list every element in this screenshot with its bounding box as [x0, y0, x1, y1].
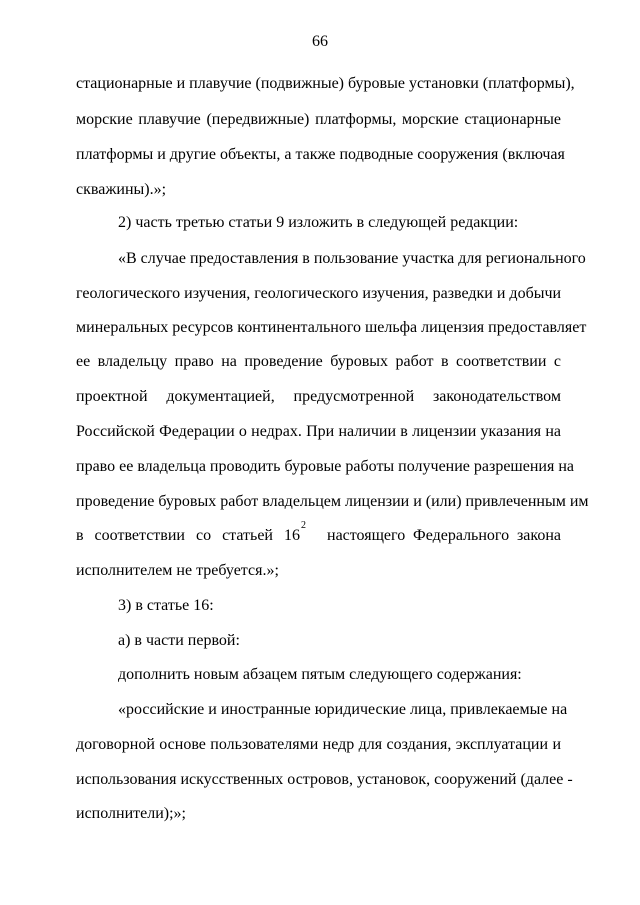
text-line: «российские и иностранные юридические лица, привлекаемые на: [118, 701, 568, 718]
text-line: проектной документацией, предусмотренной законодательством: [76, 388, 561, 405]
text-line: проведение буровых работ владельцем лицензии и (или) привлеченным им: [76, 493, 589, 510]
text-segment: настоящего Федерального закона: [327, 527, 561, 544]
text-line: а) в части первой:: [118, 632, 240, 649]
text-line: исполнителем не требуется.»;: [76, 562, 279, 579]
text-line: скважины).»;: [76, 181, 167, 198]
document-page: 66 стационарные и плавучие (подвижные) буровые установки (платформы), морские плавучие (передвижные) платформы, морские стационарные платформы и другие объекты, а также подводные сооружения (включая скважины).»; 2) часть третью статьи 9 изложить в следующей редакции: «В случае предоставления в пользование участка для регионального геологического изучения, геологического изучения, разведки и добычи минеральных ресурсов континентального шельфа лицензия предоставляет ее владельцу право на проведение буровых работ в соответствии с проектной документацией, предусмотренной законодательством Российской Федерации о недрах. При наличии в лицензии указания на право ее владельца проводить буровые работы получение разрешения на проведение буровых работ владельцем лицензии и (или) привлеченным им в соответствии со статьей 16 2 настоящего Федерального закона исполнителем не требуется.»; 3) в статье 16: а) в части первой: дополнить новым абзацем пятым следующего содержания: «российские и иностранные юридические лица, привлекаемые на договорной основе пользователями недр для создания, эксплуатации и использования искусственных островов, установок, сооружений (далее - исполнители);»;: [0, 0, 640, 905]
text-line: стационарные и плавучие (подвижные) буровые установки (платформы),: [76, 75, 575, 92]
text-line: дополнить новым абзацем пятым следующего содержания:: [118, 666, 522, 683]
text-line: «В случае предоставления в пользование участка для регионального: [118, 250, 586, 267]
text-line: минеральных ресурсов континентального шельфа лицензия предоставляет: [76, 319, 587, 336]
text-line: ее владельцу право на проведение буровых работ в соответствии с: [76, 353, 561, 370]
text-line: использования искусственных островов, установок, сооружений (далее -: [76, 771, 573, 788]
text-line: 3) в статье 16:: [118, 597, 214, 614]
text-line: платформы и другие объекты, а также подводные сооружения (включая: [76, 146, 565, 163]
text-line: Российской Федерации о недрах. При наличии в лицензии указания на: [76, 423, 561, 440]
text-line: договорной основе пользователями недр для создания, эксплуатации и: [76, 736, 561, 753]
text-segment: в соответствии со статьей 16: [76, 527, 300, 544]
text-line: 2) часть третью статьи 9 изложить в следующей редакции:: [118, 214, 519, 231]
text-line: исполнители);»;: [76, 805, 186, 822]
text-line: морские плавучие (передвижные) платформы, морские стационарные: [76, 111, 561, 128]
text-line: геологического изучения, геологического изучения, разведки и добычи: [76, 285, 562, 302]
page-number: 66: [312, 33, 328, 50]
text-line: право ее владельца проводить буровые работы получение разрешения на: [76, 458, 574, 475]
